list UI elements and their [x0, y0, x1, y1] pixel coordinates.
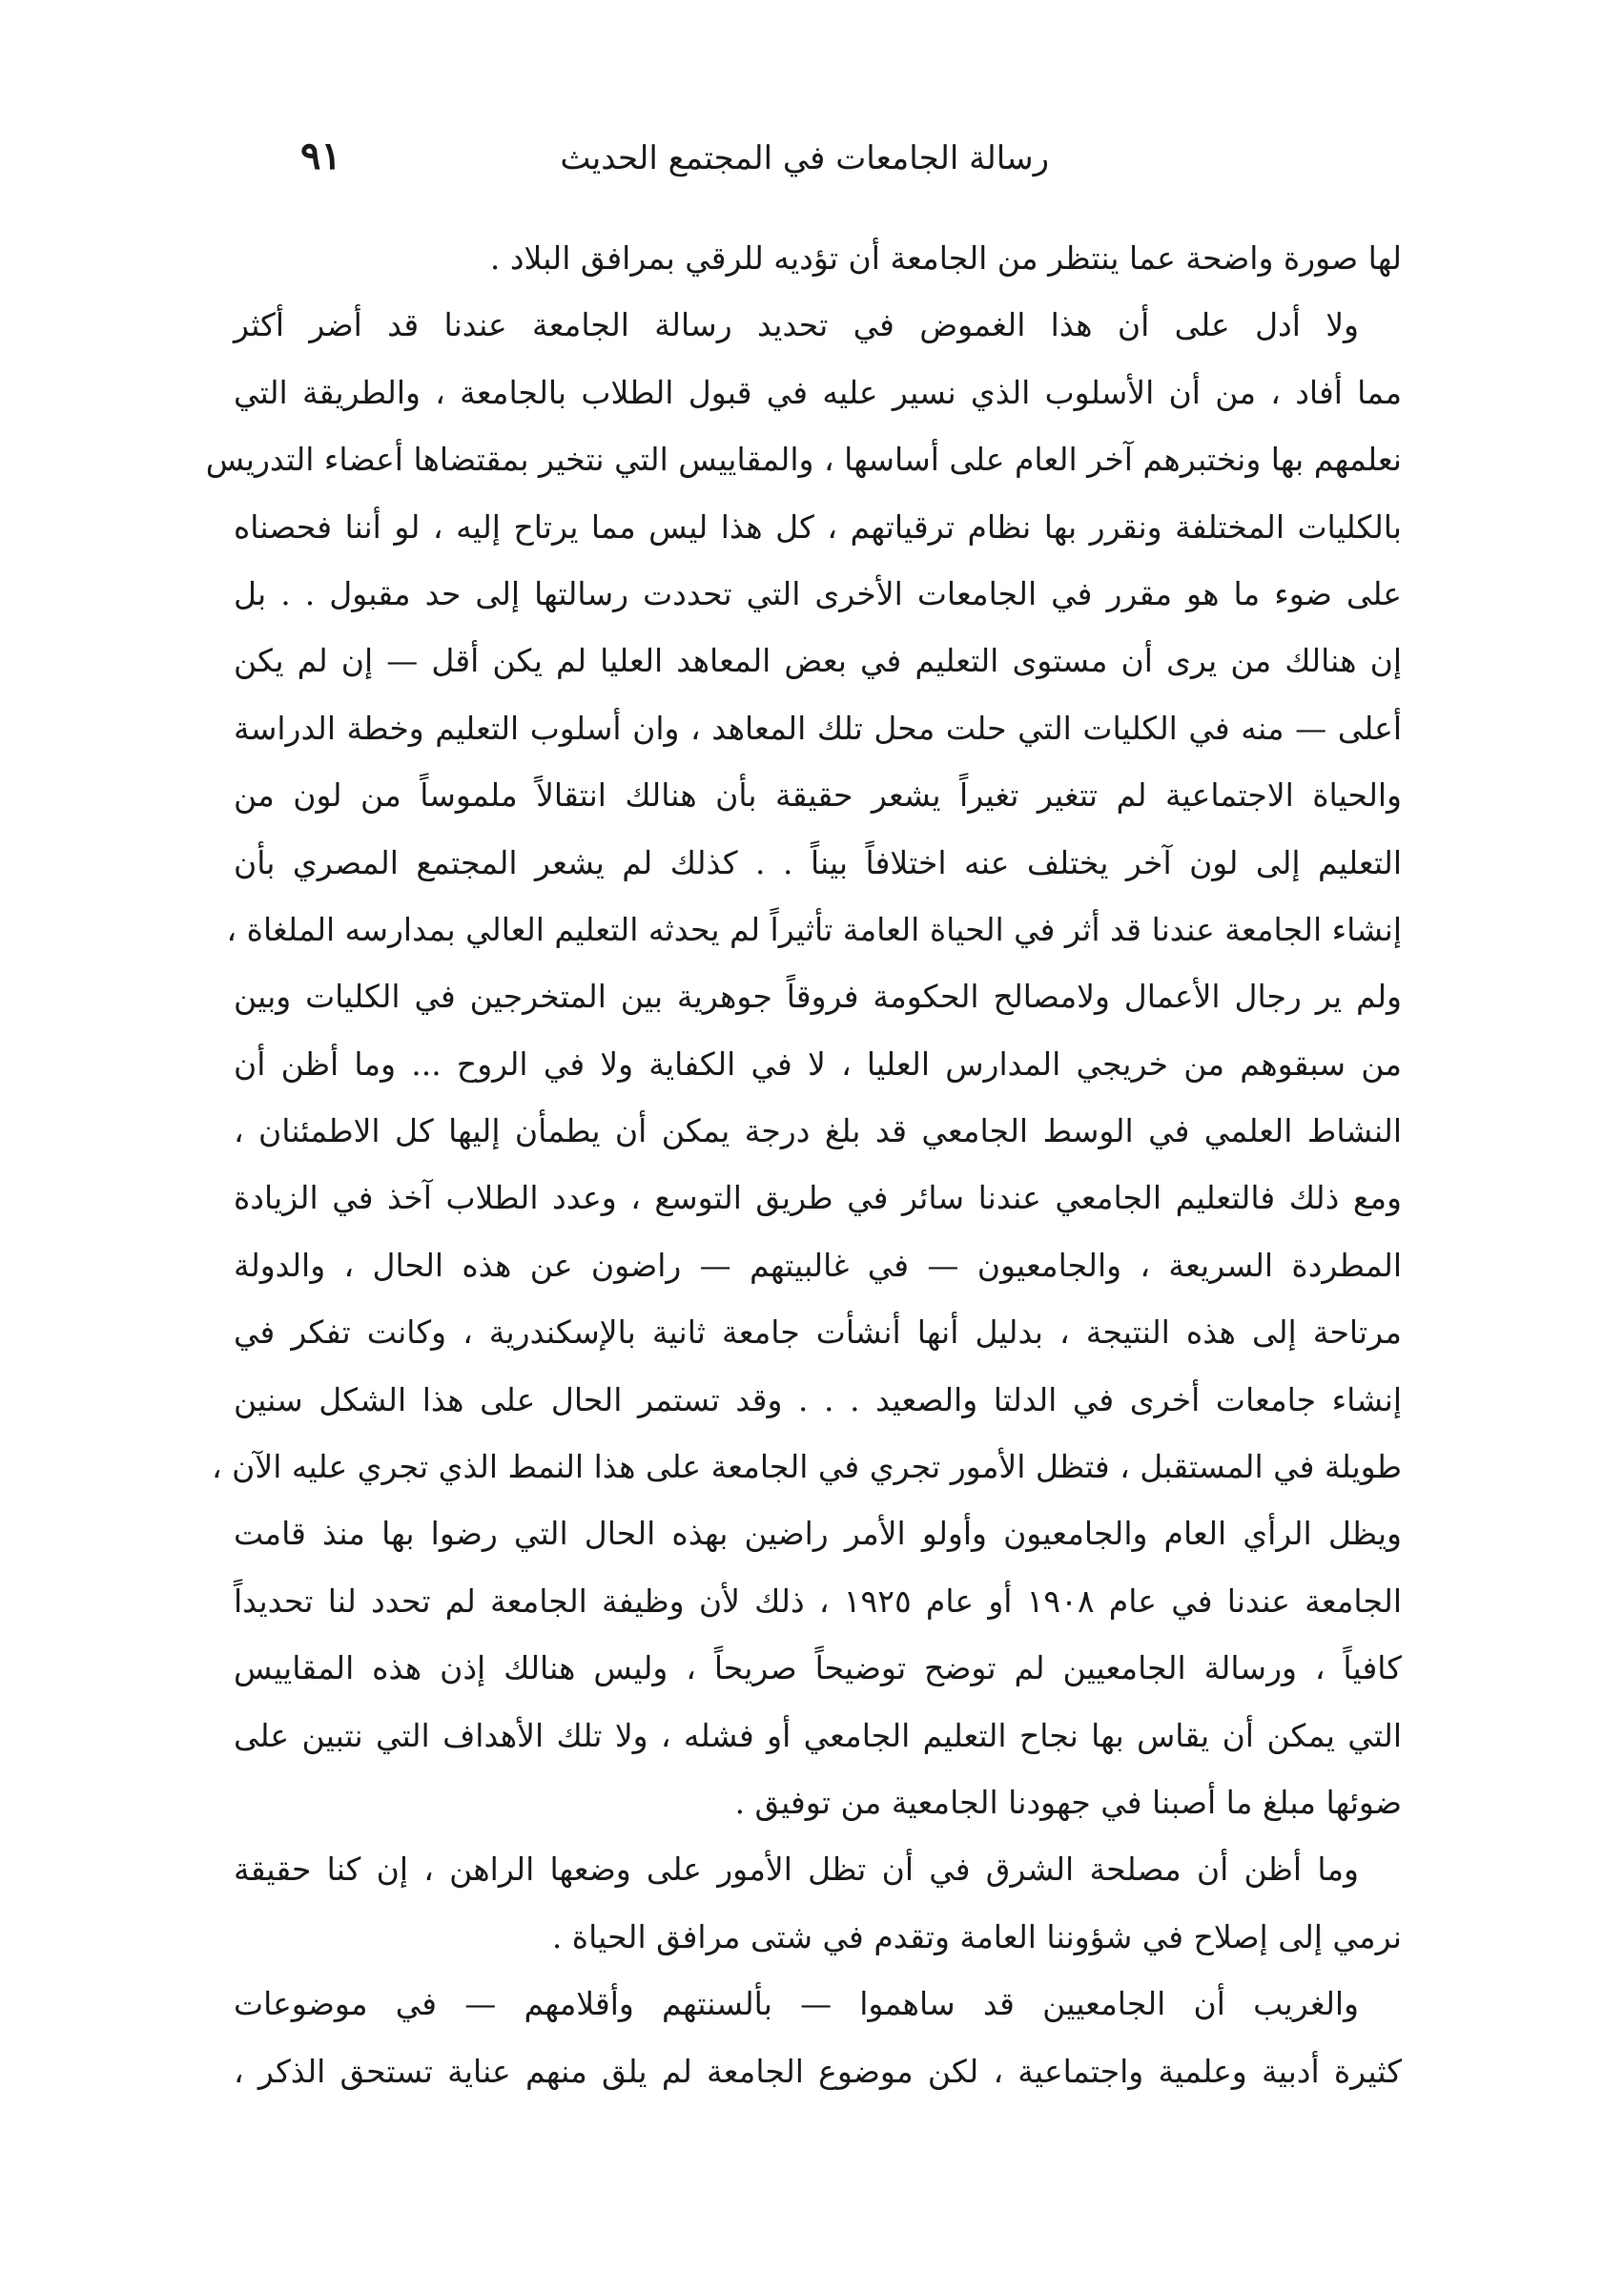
paragraph-first-line: والغريب أن الجامعيين قد ساهموا — بألسنتهم وأقلامهم — في موضوعات — [234, 1985, 1359, 2023]
text-line: بالكليات المختلفة ونقرر بها نظام ترقياتهم ، كل هذا ليس مما يرتاح إليه ، لو أننا فحصناه — [234, 507, 1402, 546]
text-line: التي يمكن أن يقاس بها نجاح التعليم الجامعي أو فشله ، ولا تلك الأهداف التي نتبين على — [234, 1716, 1402, 1754]
text-line: مرتاحة إلى هذه النتيجة ، بدليل أنها أنشأت جامعة ثانية بالإسكندرية ، وكانت تفكر في — [234, 1313, 1402, 1352]
text-line: ويظل الرأي العام والجامعيون وأولو الأمر راضين بهذه الحال التي رضوا بها منذ قامت — [234, 1515, 1402, 1553]
text-line: لها صورة واضحة عما ينتظر من الجامعة أن تؤديه للرقي بمرافق البلاد . — [489, 239, 1402, 277]
text-line: النشاط العلمي في الوسط الجامعي قد بلغ درجة يمكن أن يطمأن إليها كل الاطمئنان ، — [234, 1112, 1402, 1150]
text-line: على ضوء ما هو مقرر في الجامعات الأخرى التي تحددت رسالتها إلى حد مقبول . . بل — [234, 574, 1402, 612]
text-line: مما أفاد ، من أن الأسلوب الذي نسير عليه في قبول الطلاب بالجامعة ، والطريقة التي — [234, 373, 1402, 411]
paragraph-last-line: نرمي إلى إصلاح في شؤوننا العامة وتقدم في شتى مرافق الحياة . — [551, 1917, 1402, 1955]
text-line: المطردة السريعة ، والجامعيون — في غالبيتهم — راضون عن هذه الحال ، والدولة — [234, 1246, 1402, 1284]
paragraph-first-line: ولا أدل على أن هذا الغموض في تحديد رسالة الجامعة عندنا قد أضر أكثر — [234, 306, 1359, 344]
text-line: كافياً ، ورسالة الجامعيين لم توضح توضيحاً صريحاً ، وليس هنالك إذن هذه المقاييس — [234, 1649, 1402, 1687]
text-line: إنشاء جامعات أخرى في الدلتا والصعيد . . . وقد تستمر الحال على هذا الشكل سنين — [234, 1380, 1403, 1418]
text-line: إن هنالك من يرى أن مستوى التعليم في بعض المعاهد العليا لم يكن أقل — إن لم يكن — [234, 642, 1402, 680]
page-number: ٩١ — [300, 134, 341, 178]
text-line: نعلمهم بها ونختبرهم آخر العام على أساسها ، والمقاييس التي نتخير بمقتضاها أعضاء التدريس — [205, 441, 1402, 479]
text-line: كثيرة أدبية وعلمية واجتماعية ، لكن موضوع الجامعة لم يلق منهم عناية تستحق الذكر ، — [234, 2052, 1402, 2090]
text-line: من سبقوهم من خريجي المدارس العليا ، لا في الكفاية ولا في الروح ... وما أظن أن — [234, 1045, 1402, 1083]
running-header — [234, 134, 1402, 191]
text-line: والحياة الاجتماعية لم تتغير تغيراً يشعر حقيقة بأن هنالك انتقالاً ملموساً من لون من — [234, 776, 1402, 815]
text-line: طويلة في المستقبل ، فتظل الأمور تجري في الجامعة على هذا النمط الذي تجري عليه الآن ، — [212, 1448, 1402, 1486]
paragraph-first-line: وما أظن أن مصلحة الشرق في أن تظل الأمور على وضعها الراهن ، إن كنا حقيقة — [234, 1851, 1359, 1889]
text-line: ومع ذلك فالتعليم الجامعي عندنا سائر في طريق التوسع ، وعدد الطلاب آخذ في الزيادة — [234, 1179, 1402, 1217]
text-line: الجامعة عندنا في عام ١٩٠٨ أو عام ١٩٢٥ ، ذلك لأن وظيفة الجامعة لم تحدد لنا تحديداً — [234, 1582, 1402, 1620]
text-line: التعليم إلى لون آخر يختلف عنه اختلافاً بيناً . . كذلك لم يشعر المجتمع المصري بأن — [234, 843, 1402, 881]
text-line: إنشاء الجامعة عندنا قد أثر في الحياة العامة تأثيراً لم يحدثه التعليم العالي بمدارسه الملغاة ، — [226, 910, 1402, 948]
text-line: ولم ير رجال الأعمال ولامصالح الحكومة فروقاً جوهرية بين المتخرجين في الكليات وبين — [234, 978, 1402, 1016]
running-title: رسالة الجامعات في المجتمع الحديث — [560, 139, 1049, 177]
paragraph-last-line: ضوئها مبلغ ما أصبنا في جهودنا الجامعية من توفيق . — [734, 1783, 1402, 1821]
body-text — [205, 225, 1403, 2105]
text-line: أعلى — منه في الكليات التي حلت محل تلك المعاهد ، وان أسلوب التعليم وخطة الدراسة — [234, 709, 1402, 747]
